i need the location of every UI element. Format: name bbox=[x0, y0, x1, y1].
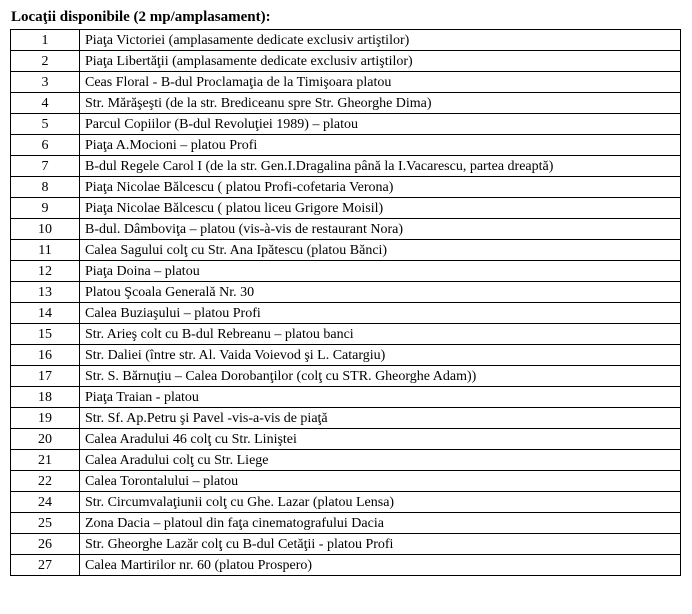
row-number: 18 bbox=[11, 387, 80, 408]
table-row bbox=[11, 114, 681, 135]
row-number: 24 bbox=[11, 492, 80, 513]
row-number: 4 bbox=[11, 93, 80, 114]
location-description: Str. Gheorghe Lazăr colţ cu B-dul Cetăţii - platou Profi bbox=[80, 534, 681, 555]
row-number: 25 bbox=[11, 513, 80, 534]
table-row bbox=[11, 324, 681, 345]
location-description: Zona Dacia – platoul din faţa cinematografului Dacia bbox=[80, 513, 681, 534]
location-description: Str. Circumvalaţiunii colţ cu Ghe. Lazar (platou Lensa) bbox=[80, 492, 681, 513]
location-description: Calea Sagului colţ cu Str. Ana Ipătescu (platou Bănci) bbox=[80, 240, 681, 261]
location-description: Piaţa Traian - platou bbox=[80, 387, 681, 408]
row-number: 1 bbox=[11, 30, 80, 51]
row-number: 3 bbox=[11, 72, 80, 93]
row-number: 17 bbox=[11, 366, 80, 387]
row-number: 15 bbox=[11, 324, 80, 345]
table-row bbox=[11, 450, 681, 471]
row-number: 2 bbox=[11, 51, 80, 72]
location-description: Calea Aradului 46 colţ cu Str. Liniştei bbox=[80, 429, 681, 450]
table-row bbox=[11, 156, 681, 177]
table-row bbox=[11, 72, 681, 93]
location-description: Piaţa Libertăţii (amplasamente dedicate exclusiv artiştilor) bbox=[80, 51, 681, 72]
location-description: Str. S. Bărnuţiu – Calea Dorobanţilor (colţ cu STR. Gheorghe Adam)) bbox=[80, 366, 681, 387]
location-description: Calea Torontalului – platou bbox=[80, 471, 681, 492]
locations-table-body bbox=[11, 30, 681, 576]
location-description: Calea Martirilor nr. 60 (platou Prospero) bbox=[80, 555, 681, 576]
table-row bbox=[11, 240, 681, 261]
table-row bbox=[11, 135, 681, 156]
locations-table bbox=[10, 29, 681, 576]
location-description: Piaţa Victoriei (amplasamente dedicate exclusiv artiştilor) bbox=[80, 30, 681, 51]
table-row bbox=[11, 513, 681, 534]
table-row bbox=[11, 492, 681, 513]
table-row bbox=[11, 471, 681, 492]
table-row bbox=[11, 177, 681, 198]
row-number: 7 bbox=[11, 156, 80, 177]
row-number: 16 bbox=[11, 345, 80, 366]
table-row bbox=[11, 219, 681, 240]
location-description: Piaţa Nicolae Bălcescu ( platou liceu Grigore Moisil) bbox=[80, 198, 681, 219]
location-description: Str. Arieş colt cu B-dul Rebreanu – platou banci bbox=[80, 324, 681, 345]
row-number: 6 bbox=[11, 135, 80, 156]
table-row bbox=[11, 282, 681, 303]
location-description: Piaţa A.Mocioni – platou Profi bbox=[80, 135, 681, 156]
row-number: 10 bbox=[11, 219, 80, 240]
location-description: Platou Şcoala Generală Nr. 30 bbox=[80, 282, 681, 303]
table-row bbox=[11, 93, 681, 114]
row-number: 22 bbox=[11, 471, 80, 492]
row-number: 26 bbox=[11, 534, 80, 555]
row-number: 8 bbox=[11, 177, 80, 198]
row-number: 13 bbox=[11, 282, 80, 303]
location-description: Calea Buziaşului – platou Profi bbox=[80, 303, 681, 324]
location-description: Str. Sf. Ap.Petru şi Pavel -vis-a-vis de piaţă bbox=[80, 408, 681, 429]
row-number: 20 bbox=[11, 429, 80, 450]
table-row bbox=[11, 555, 681, 576]
row-number: 21 bbox=[11, 450, 80, 471]
table-row bbox=[11, 387, 681, 408]
table-row bbox=[11, 408, 681, 429]
table-row bbox=[11, 429, 681, 450]
table-row bbox=[11, 198, 681, 219]
location-description: Parcul Copiilor (B-dul Revoluţiei 1989) – platou bbox=[80, 114, 681, 135]
table-row bbox=[11, 345, 681, 366]
row-number: 27 bbox=[11, 555, 80, 576]
table-row bbox=[11, 51, 681, 72]
location-description: Str. Daliei (între str. Al. Vaida Voievod şi L. Catargiu) bbox=[80, 345, 681, 366]
row-number: 19 bbox=[11, 408, 80, 429]
row-number: 12 bbox=[11, 261, 80, 282]
section-heading: Locaţii disponibile (2 mp/amplasament): bbox=[11, 9, 271, 25]
location-description: Str. Mărăşeşti (de la str. Brediceanu spre Str. Gheorghe Dima) bbox=[80, 93, 681, 114]
location-description: B-dul. Dâmboviţa – platou (vis-à-vis de restaurant Nora) bbox=[80, 219, 681, 240]
location-description: Piaţa Nicolae Bălcescu ( platou Profi-cofetaria Verona) bbox=[80, 177, 681, 198]
table-row bbox=[11, 366, 681, 387]
row-number: 5 bbox=[11, 114, 80, 135]
table-row bbox=[11, 303, 681, 324]
row-number: 11 bbox=[11, 240, 80, 261]
location-description: Calea Aradului colţ cu Str. Liege bbox=[80, 450, 681, 471]
table-row bbox=[11, 30, 681, 51]
table-row bbox=[11, 534, 681, 555]
location-description: Piaţa Doina – platou bbox=[80, 261, 681, 282]
location-description: Ceas Floral - B-dul Proclamaţia de la Timişoara platou bbox=[80, 72, 681, 93]
row-number: 14 bbox=[11, 303, 80, 324]
location-description: B-dul Regele Carol I (de la str. Gen.I.Dragalina până la I.Vacarescu, partea dreaptă) bbox=[80, 156, 681, 177]
table-row bbox=[11, 261, 681, 282]
row-number: 9 bbox=[11, 198, 80, 219]
